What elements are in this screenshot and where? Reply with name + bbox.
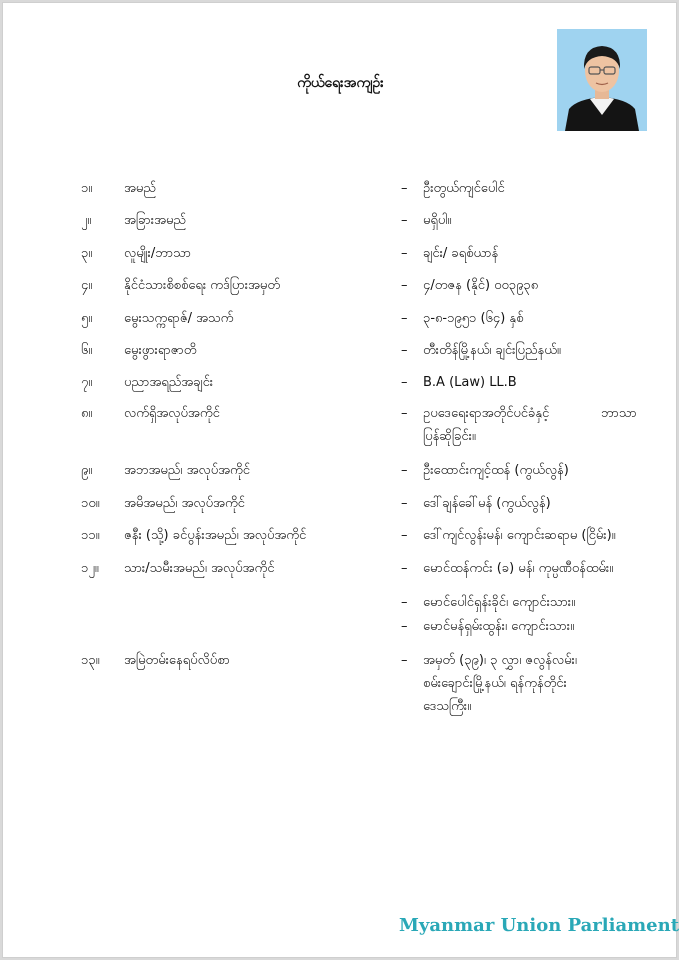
item-label: သား/သမီးအမည်၊ အလုပ်အကိုင်	[124, 561, 275, 576]
item-value: ဦးတွယ်ကျင်ပေါင်	[423, 181, 505, 196]
dash: –	[401, 406, 408, 421]
dash: –	[401, 528, 408, 543]
biography-page	[2, 2, 677, 958]
item-value: မရှိပါ။	[423, 213, 452, 228]
item-number: ၁၃။	[81, 653, 100, 668]
item-value: ၄/တဇန (နိုင်) ၀၀၃၉၃၈	[423, 278, 539, 293]
item-value-continued: ဒေသကြီး။	[423, 699, 472, 714]
item-label: မွေးဖွားရာဇာတိ	[124, 343, 197, 358]
item-number: ၉။	[81, 463, 93, 478]
item-number: ၁၁။	[81, 528, 100, 543]
item-label: အမည်	[124, 181, 156, 196]
page-title: ကိုယ်ရေးအကျဉ်း	[297, 75, 384, 91]
item-value: မောင်ထန်ကင်း (ခ) မန်၊ ကုမ္ပဏီဝန်ထမ်း။	[423, 561, 614, 576]
item-number: ၆။	[81, 343, 93, 358]
item-value-continued: စမ်းချောင်းမြို့နယ်၊ ရန်ကုန်တိုင်း	[423, 676, 567, 691]
item-value: ချင်း/ ခရစ်ယာန်	[423, 246, 499, 261]
item-label: မွေးသက္ကရာဇ်/ အသက်	[124, 311, 234, 326]
dash: –	[401, 496, 408, 511]
portrait-photo	[557, 29, 647, 131]
dash: –	[401, 181, 408, 196]
item-number: ၄။	[81, 278, 93, 293]
item-value: မောင်မန်ရှမ်းထွန်း၊ ကျောင်းသား။	[423, 619, 575, 634]
item-value: တီးတိန်မြို့နယ်၊ ချင်းပြည်နယ်။	[423, 343, 561, 358]
dash: –	[401, 561, 408, 576]
footer-brand: Myanmar Union Parliament	[399, 915, 679, 936]
item-number: ၅။	[81, 311, 93, 326]
item-value: ဥပဒေရေးရာအတိုင်ပင်ခံနှင့်	[423, 406, 550, 421]
item-value: B.A (Law) LL.B	[423, 375, 517, 390]
item-label: ဇနီး (သို့) ခင်ပွန်းအမည်၊ အလုပ်အကိုင်	[124, 528, 307, 543]
item-value: ဒေါ်ကျင်လွန်းမန်၊ ကျောင်းဆရာမ (ငြိမ်း)။	[423, 528, 616, 543]
dash: –	[401, 619, 408, 634]
item-label: အခြားအမည်	[124, 213, 187, 228]
item-value: ဦးထောင်းကျင့်ထန် (ကွယ်လွန်)	[423, 463, 569, 478]
item-number: ၁။	[81, 181, 93, 196]
item-label: လက်ရှိအလုပ်အကိုင်	[124, 406, 220, 421]
dash: –	[401, 311, 408, 326]
item-number: ၂။	[81, 213, 92, 228]
item-value: ၃-၈-၁၉၅၁ (၆၄) နှစ်	[423, 311, 524, 326]
dash: –	[401, 653, 408, 668]
item-label: အမြဲတမ်းနေရပ်လိပ်စာ	[124, 653, 230, 668]
portrait-icon	[557, 29, 647, 131]
item-label: ပညာအရည်အချင်း	[124, 375, 214, 390]
dash: –	[401, 595, 408, 610]
item-value: ဒေါ်ချန်ခေါ်မန် (ကွယ်လွန်)	[423, 496, 551, 511]
item-label: လူမျိုး/ဘာသာ	[124, 246, 191, 261]
item-number: ၃။	[81, 246, 93, 261]
dash: –	[401, 246, 408, 261]
dash: –	[401, 213, 408, 228]
dash: –	[401, 463, 408, 478]
item-value-continued: ပြန်ဆိုခြင်း။	[423, 429, 476, 444]
item-number: ၁၂။	[81, 561, 99, 576]
item-label: အဘအမည်၊ အလုပ်အကိုင်	[124, 463, 250, 478]
item-number: ၇။	[81, 375, 93, 390]
item-number: ၈။	[81, 406, 93, 421]
dash: –	[401, 343, 408, 358]
item-value: အမှတ် (၃၉)၊ ၃ လွှာ၊ ဇလွန်လမ်း၊	[423, 653, 577, 668]
item-number: ၁၀။	[81, 496, 100, 511]
dash: –	[401, 375, 408, 390]
item-value: မောင်ပေါင်ရှန်းခိုင်၊ ကျောင်းသား။	[423, 595, 576, 610]
item-label: နိုင်ငံသားစိစစ်ရေး ကဒ်ပြားအမှတ်	[124, 278, 281, 293]
dash: –	[401, 278, 408, 293]
item-value-extra: ဘာသာ	[601, 406, 637, 421]
item-label: အမိအမည်၊ အလုပ်အကိုင်	[124, 496, 245, 511]
